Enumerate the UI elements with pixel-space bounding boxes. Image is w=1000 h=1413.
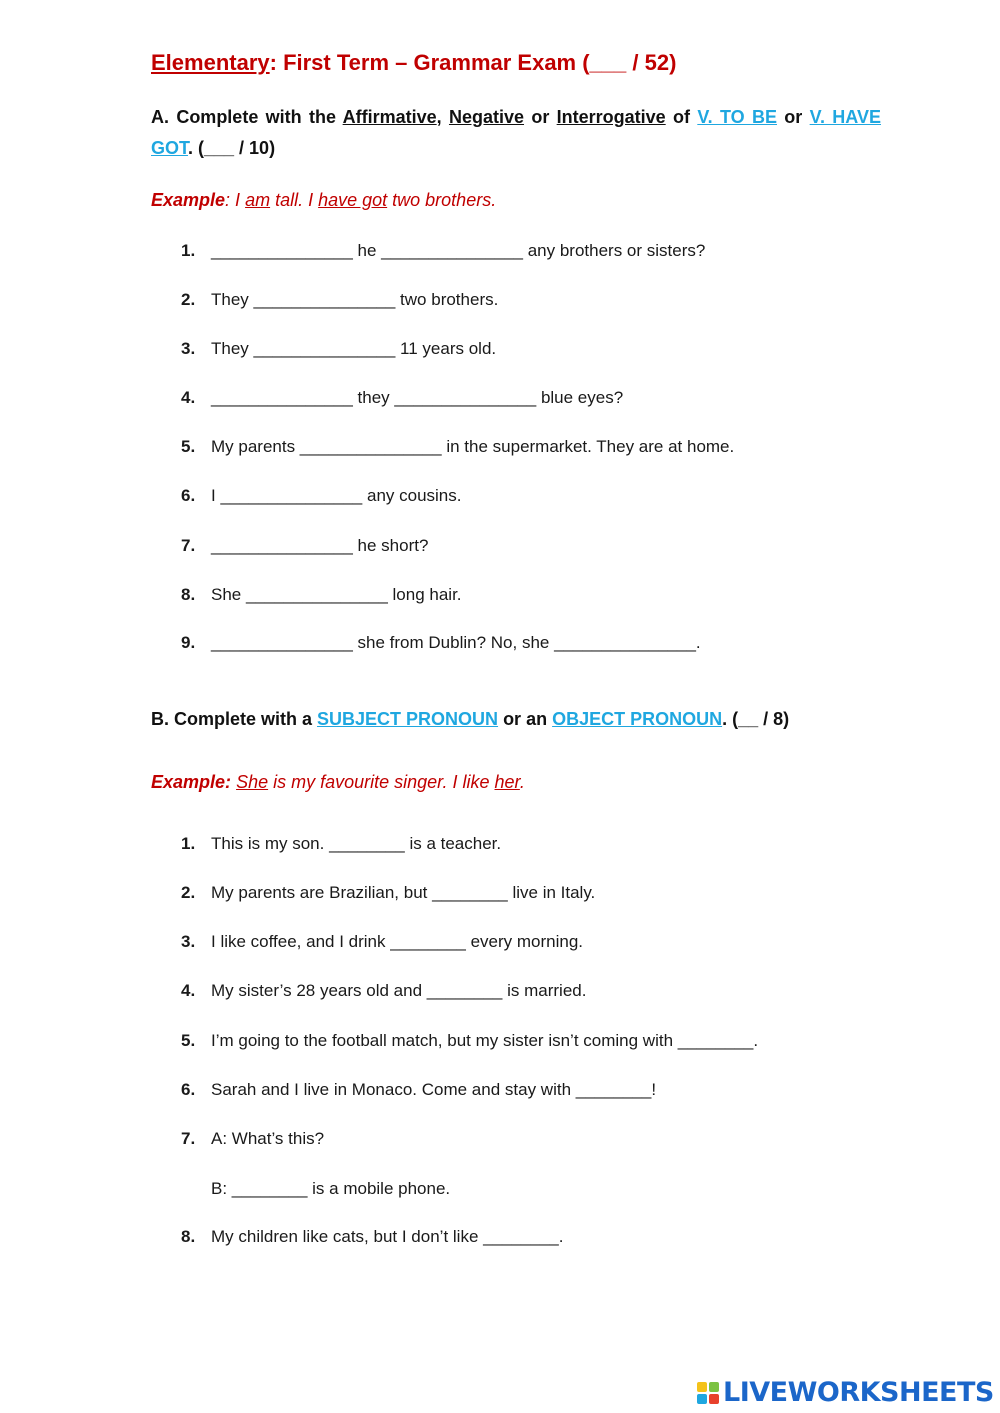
liveworksheets-logo-icon [697, 1382, 719, 1404]
section-b-item[interactable] [181, 932, 583, 952]
item-number: 1. [181, 241, 196, 260]
section-a-item[interactable] [181, 388, 623, 408]
item-number: 5. [181, 1031, 196, 1050]
section-b-item[interactable] [181, 1031, 758, 1051]
section-b-item[interactable] [181, 834, 501, 854]
section-a-item[interactable] [181, 585, 462, 605]
item-text: My sister’s 28 years old and ________ is married. [211, 981, 587, 1000]
instr-b-subject-pronoun: SUBJECT PRONOUN [317, 709, 499, 729]
instr-a-v-have-got: V. HAVE GOT [151, 107, 881, 158]
example-a-have-got: have got [318, 190, 388, 210]
item-number: 7. [181, 1129, 196, 1148]
item-text: A: What’s this? [211, 1129, 325, 1148]
section-b-item[interactable] [181, 1227, 563, 1247]
logo-text: LIVEWORKSHEETS [723, 1377, 994, 1408]
title-score: (___ / 52) [582, 50, 677, 75]
item-text: She _______________ long hair. [211, 585, 462, 604]
item-text: I like coffee, and I drink ________ every morning. [211, 932, 584, 951]
item-text: _______________ she from Dublin? No, she _______________. [211, 633, 701, 652]
item-number: 5. [181, 437, 196, 456]
section-a-item[interactable] [181, 633, 701, 653]
item-text: I’m going to the football match, but my sister isn’t coming with ________. [211, 1031, 759, 1050]
item-number: 3. [181, 339, 196, 358]
example-a-text1: : I [225, 190, 246, 210]
section-a-item[interactable] [181, 536, 428, 556]
page-title [151, 50, 676, 76]
item-number: 6. [181, 486, 196, 505]
section-b-item[interactable] [181, 883, 595, 903]
item-number: 9. [181, 633, 196, 652]
item-text: _______________ he _______________ any brothers or sisters? [211, 241, 706, 260]
item-number: 4. [181, 388, 196, 407]
item-text: _______________ he short? [211, 536, 429, 555]
item-number: 1. [181, 834, 196, 853]
example-b-text1: is my favourite singer. I like [268, 772, 495, 792]
instr-a-v-to-be: V. TO BE [697, 107, 777, 127]
liveworksheets-logo[interactable] [697, 1377, 995, 1409]
instr-b-object-pronoun: OBJECT PRONOUN [552, 709, 723, 729]
item-number: 8. [181, 1227, 196, 1246]
section-a-item[interactable] [181, 241, 705, 261]
section-b-item[interactable] [181, 1080, 656, 1100]
section-a-item[interactable] [181, 486, 461, 506]
instr-a-score: . (___ / 10) [188, 138, 276, 158]
item-text: My children like cats, but I don’t like ________. [211, 1227, 564, 1246]
example-b-label: Example: [151, 772, 232, 792]
example-b-she: She [236, 772, 269, 792]
instr-b-prefix: B. Complete with a [151, 709, 318, 729]
item-text: _______________ they _______________ blue eyes? [211, 388, 624, 407]
instr-a-or2: or [776, 107, 810, 127]
item-text: My parents are Brazilian, but ________ live in Italy. [211, 883, 596, 902]
instr-a-negative: Negative [448, 107, 525, 127]
instr-a-affirmative: Affirmative [342, 107, 437, 127]
item-text: Sarah and I live in Monaco. Come and stay with ________! [211, 1080, 657, 1099]
instr-b-score: . (__ / 8) [722, 709, 790, 729]
example-b-text2: . [519, 772, 525, 792]
item-number: 6. [181, 1080, 196, 1099]
title-main: : First Term – Grammar Exam [269, 50, 583, 75]
item-number: 4. [181, 981, 196, 1000]
example-a-text3: two brothers. [387, 190, 497, 210]
section-b-item[interactable] [181, 1179, 450, 1199]
item-number: 3. [181, 932, 196, 951]
item-number: 2. [181, 883, 196, 902]
section-a-item[interactable] [181, 290, 498, 310]
instr-a-comma: , [436, 107, 449, 127]
item-text: My parents _______________ in the supermarket. They are at home. [211, 437, 735, 456]
title-level: Elementary [151, 50, 270, 75]
section-b-example [151, 772, 525, 793]
item-text: They _______________ 11 years old. [211, 339, 497, 358]
example-b-her: her [494, 772, 520, 792]
item-number: 7. [181, 536, 196, 555]
section-a-item[interactable] [181, 339, 496, 359]
section-a-item[interactable] [181, 437, 734, 457]
item-text: This is my son. ________ is a teacher. [211, 834, 502, 853]
section-b-item[interactable] [181, 981, 586, 1001]
section-b-item[interactable] [181, 1129, 324, 1149]
item-text: I _______________ any cousins. [211, 486, 462, 505]
item-number: 2. [181, 290, 196, 309]
section-a-example [151, 190, 496, 211]
item-text: B: ________ is a mobile phone. [211, 1179, 451, 1198]
item-number: 8. [181, 585, 196, 604]
instr-a-prefix: A. Complete with the [151, 107, 343, 127]
example-a-label: Example [151, 190, 226, 210]
instr-a-or1: or [524, 107, 557, 127]
example-a-text2: tall. I [270, 190, 319, 210]
item-text: They _______________ two brothers. [211, 290, 499, 309]
instr-a-of: of [665, 107, 698, 127]
instr-a-interrogative: Interrogative [556, 107, 666, 127]
instr-b-or-an: or an [498, 709, 553, 729]
section-b-instructions [151, 704, 881, 735]
example-a-am: am [245, 190, 271, 210]
section-a-instructions [151, 102, 881, 164]
